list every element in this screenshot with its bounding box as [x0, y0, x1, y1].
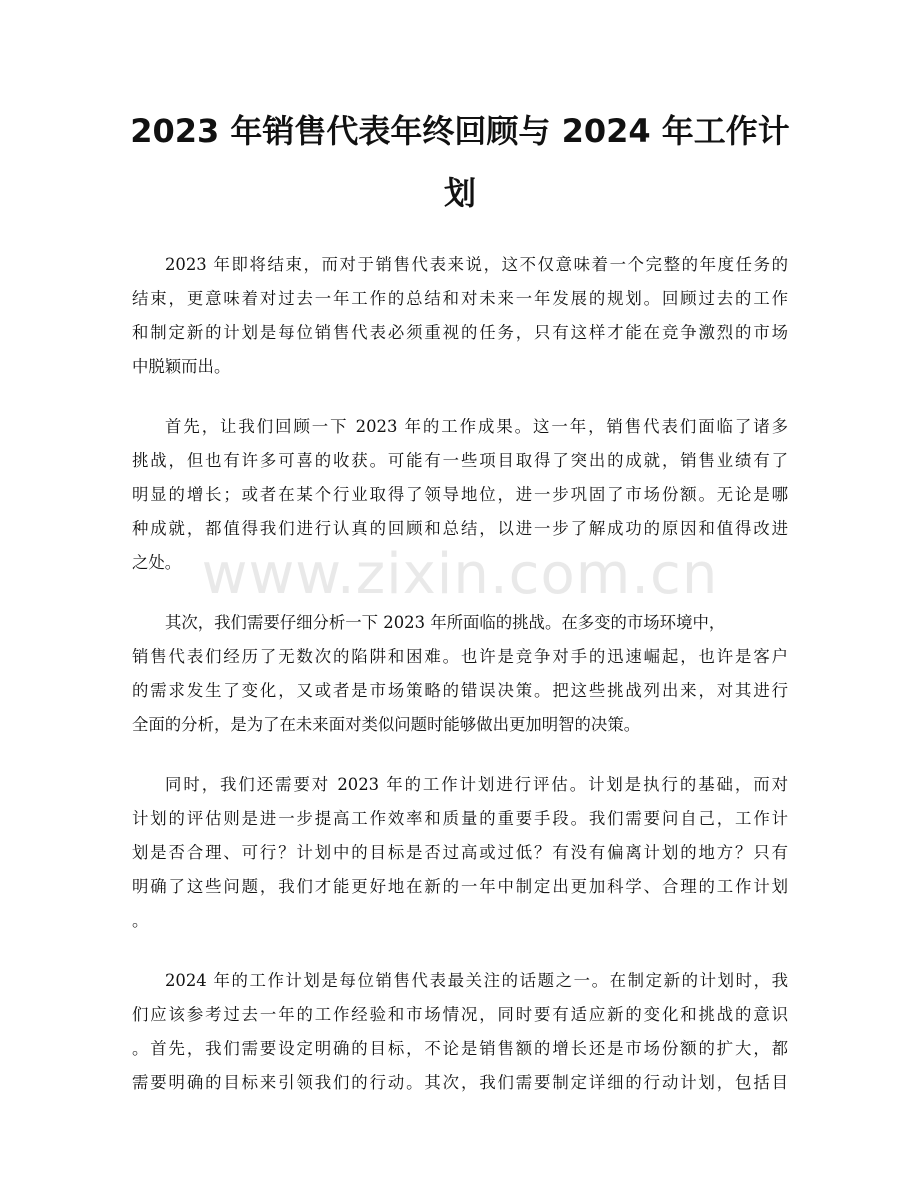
paragraph-line: 需要明确的目标来引领我们的行动。其次，我们需要制定详细的行动计划，包括目 [132, 1073, 788, 1092]
paragraph-line: 其次，我们需要仔细分析一下 2023 年所面临的挑战。在多变的市场环境中， [165, 613, 726, 632]
title-line-2: 划 [443, 174, 476, 212]
document-title [120, 100, 800, 224]
paragraph-line: 明显的增长；或者在某个行业取得了领导地位，进一步巩固了市场份额。无论是哪 [132, 485, 788, 504]
paragraph-line: 。 [132, 911, 149, 930]
paragraph-line: 2024 年的工作计划是每位销售代表最关注的话题之一。在制定新的计划时，我 [165, 971, 788, 990]
paragraph-line: 们应该参考过去一年的工作经验和市场情况，同时要有适应新的变化和挑战的意识 [132, 1005, 788, 1024]
paragraph-line: 中脱颖而出。 [132, 357, 231, 376]
paragraph-line: 明确了这些问题，我们才能更好地在新的一年中制定出更加科学、合理的工作计划 [132, 877, 788, 896]
paragraph-line: 首先，让我们回顾一下 2023 年的工作成果。这一年，销售代表们面临了诸多 [165, 417, 788, 436]
paragraph-line: 。首先，我们需要设定明确的目标，不论是销售额的增长还是市场份额的扩大，都 [132, 1039, 788, 1058]
paragraph-line: 划是否合理、可行？计划中的目标是否过高或过低？有没有偏离计划的地方？只有 [132, 843, 788, 862]
paragraph-line: 计划的评估则是进一步提高工作效率和质量的重要手段。我们需要问自己，工作计 [132, 809, 788, 828]
paragraph-line: 之处。 [132, 553, 182, 572]
paragraph-line: 同时，我们还需要对 2023 年的工作计划进行评估。计划是执行的基础，而对 [165, 775, 788, 794]
paragraph-line: 挑战，但也有许多可喜的收获。可能有一些项目取得了突出的成就，销售业绩有了 [132, 451, 788, 470]
paragraph-line: 的需求发生了变化，又或者是市场策略的错误决策。把这些挑战列出来，对其进行 [132, 681, 788, 700]
paragraph-line: 全面的分析，是为了在未来面对类似问题时能够做出更加明智的决策。 [132, 715, 641, 734]
paragraph-line: 结束，更意味着对过去一年工作的总结和对未来一年发展的规划。回顾过去的工作 [132, 289, 788, 308]
document-body [132, 248, 788, 1126]
paragraph-challenges [132, 606, 788, 742]
paragraph-line: 和制定新的计划是每位销售代表必须重视的任务，只有这样才能在竞争激烈的市场 [132, 323, 788, 342]
paragraph-2024-plan [132, 964, 788, 1100]
paragraph-review-results [132, 410, 788, 580]
paragraph-line: 销售代表们经历了无数次的陷阱和困难。也许是竞争对手的迅速崛起，也许是客户 [132, 647, 788, 666]
watermark-text: www.zixin.com.cn [201, 542, 719, 607]
paragraph-plan-evaluation [132, 768, 788, 938]
paragraph-line: 2023 年即将结束，而对于销售代表来说，这不仅意味着一个完整的年度任务的 [165, 255, 788, 274]
paragraph-intro [132, 248, 788, 384]
title-line-1: 2023 年销售代表年终回顾与 2024 年工作计 [130, 112, 790, 150]
paragraph-line: 种成就，都值得我们进行认真的回顾和总结，以进一步了解成功的原因和值得改进 [132, 519, 788, 538]
